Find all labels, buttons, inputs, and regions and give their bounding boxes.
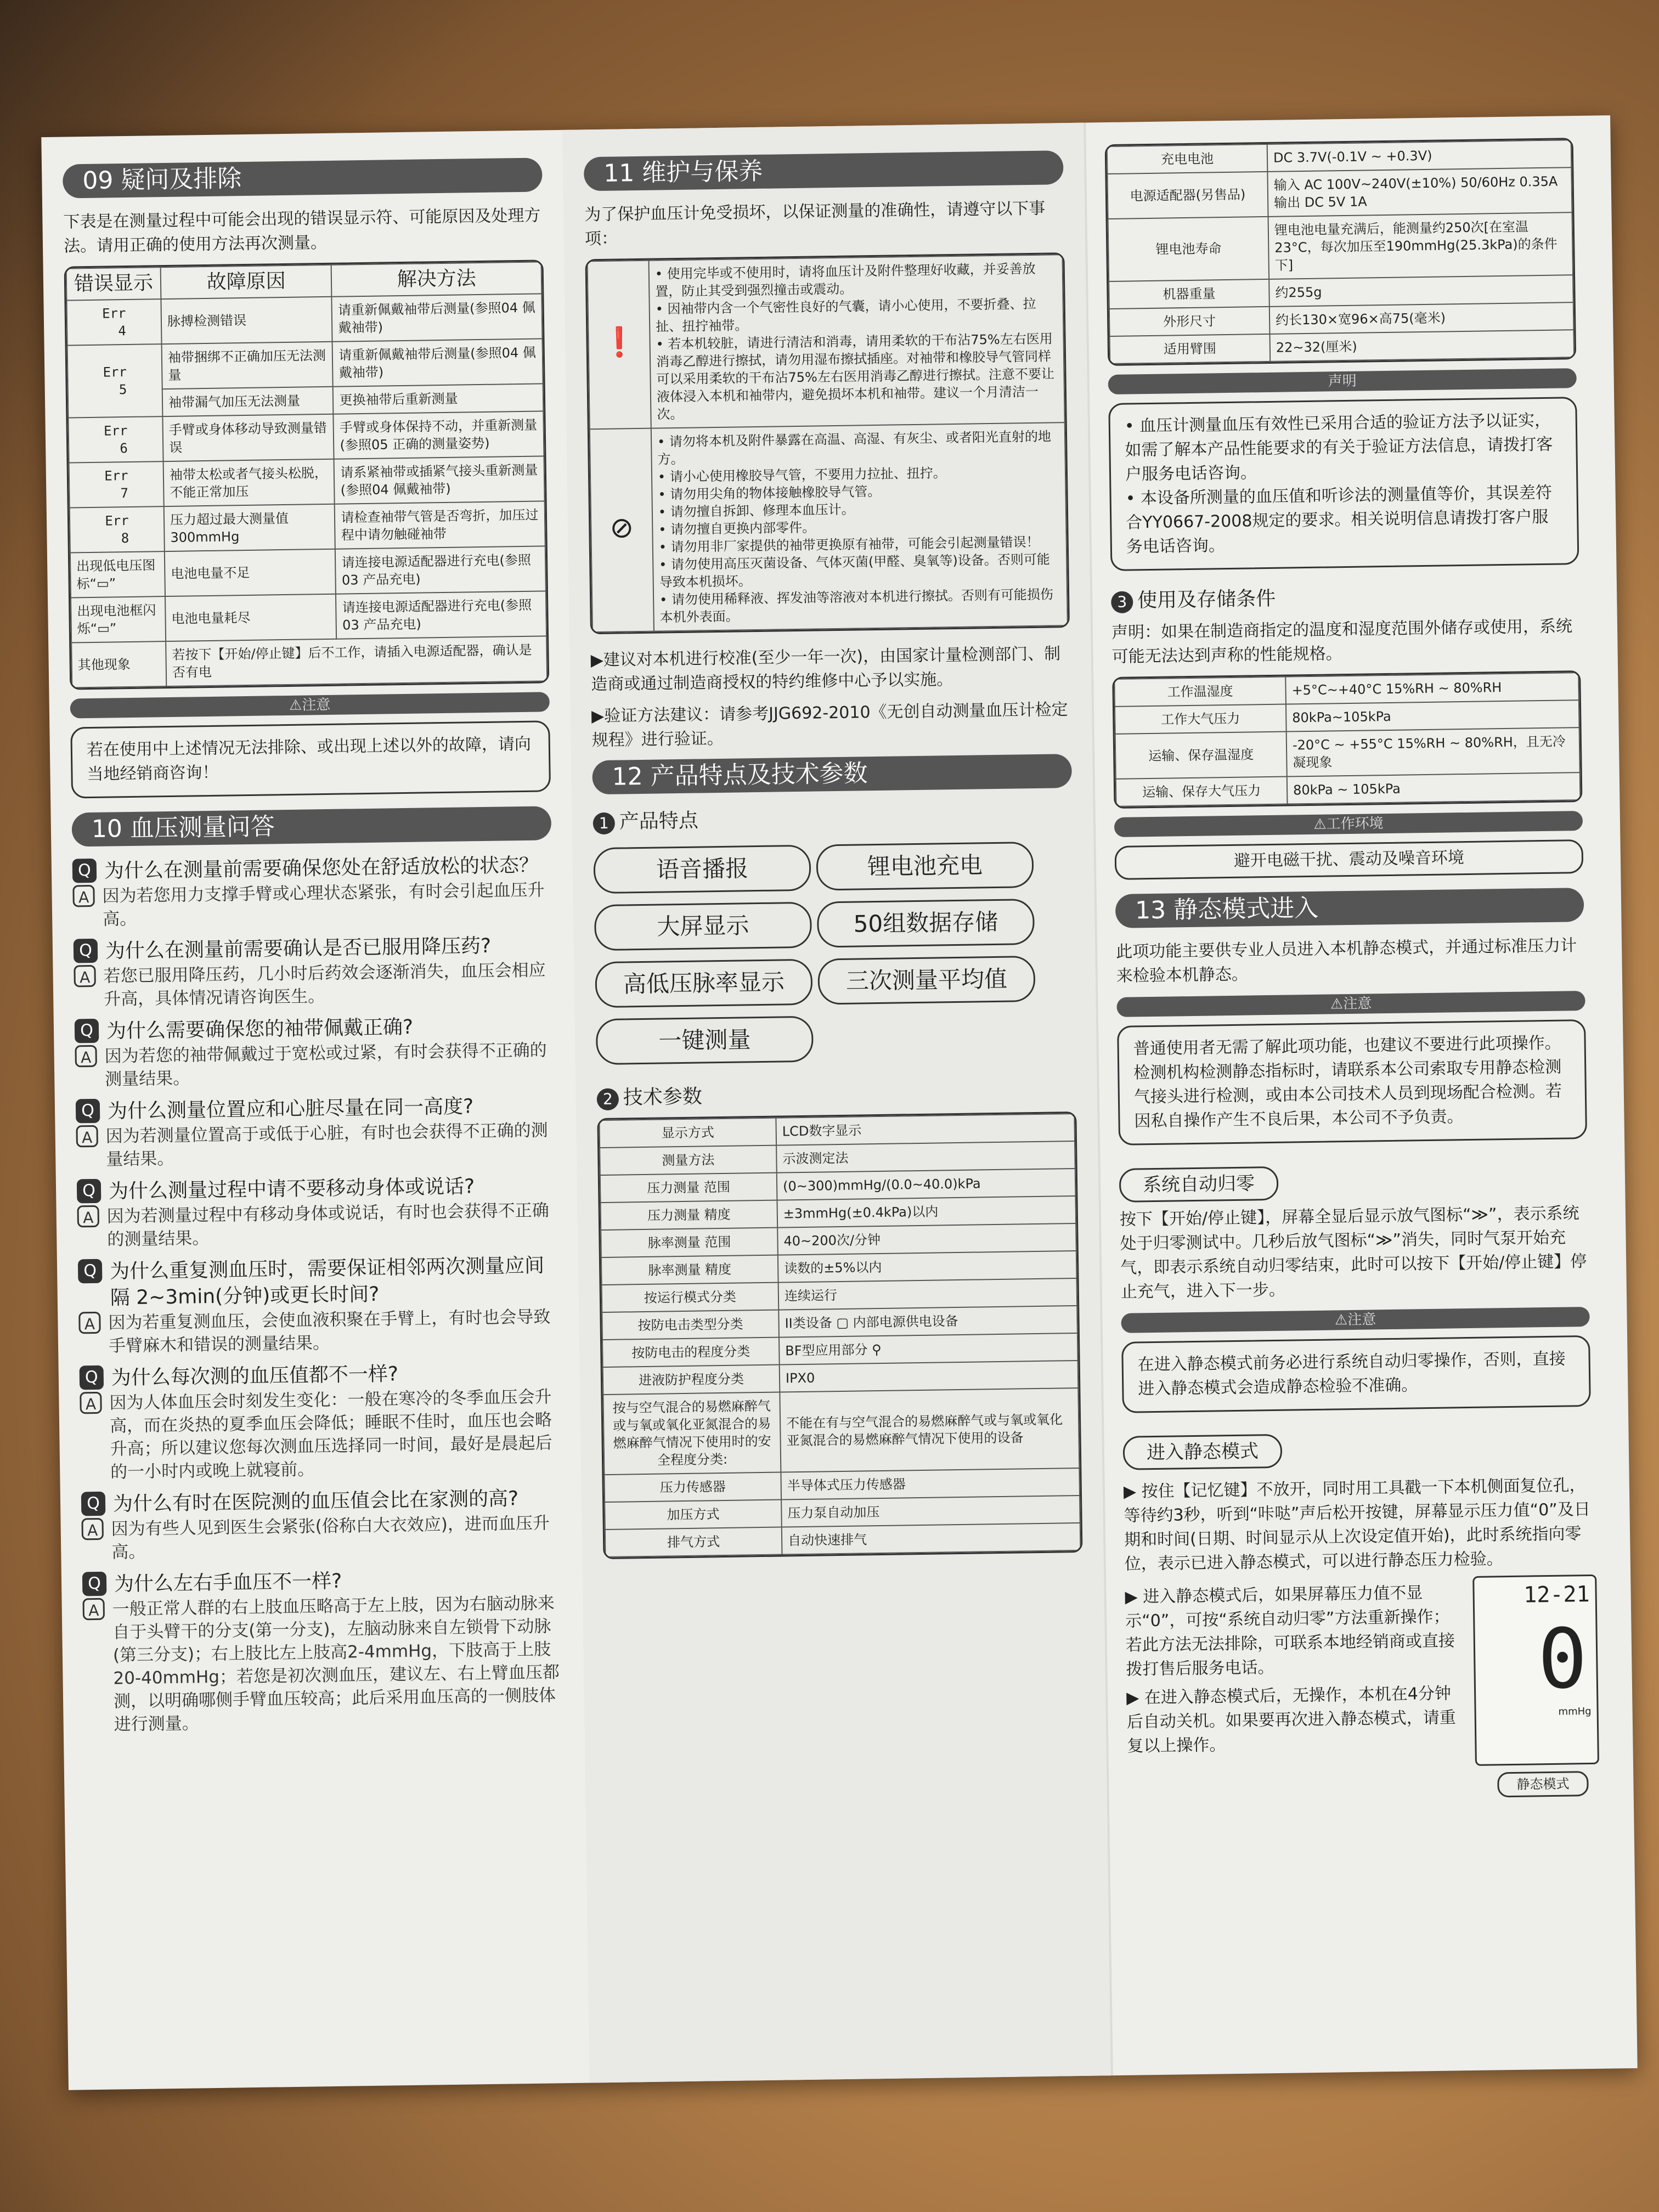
param-key: 运输、保存大气压力 [1116,777,1288,806]
param-key: 加压方式 [605,1500,782,1530]
table-row [1110,330,1575,364]
question-text: 为什么在测量前需要确认是否已服用降压药? [105,934,492,963]
question-text: 为什么测量位置应和心脏尽量在同一高度? [107,1095,474,1123]
column-middle [562,123,1111,2083]
param-value: 约长130×宽96×高75(毫米) [1269,302,1574,334]
table-row [70,501,545,552]
storage-table [1112,670,1582,809]
instruction-sheet [41,115,1637,2090]
question-text: 为什么重复测血压时，需要保证相邻两次测量应间隔 2~3min(分钟)或更长时间? [109,1254,545,1310]
storage-heading: 3 使用及存储条件 [1111,579,1580,613]
answer-icon: A [80,1392,102,1414]
note-box: 若在使用中上述情况无法排除、或出现上述以外的故障，请向当地经销商咨询！ [70,720,551,798]
feature-pill: 锂电池充电 [816,842,1034,891]
param-key: 压力测量 范围 [600,1173,777,1203]
param-key: 按防电击类型分类 [602,1310,779,1340]
params-table [597,1111,1082,1559]
answer [72,878,552,931]
error-code: 出现低电压图标“▭” [70,551,165,597]
param-value: II类设备 ▢ 内部电源供电设备 [778,1306,1077,1338]
note-box-2: 在进入静态模式前务必进行系统自动归零操作，否则，直接进入静态模式会造成静态检验不准确。 [1121,1335,1591,1413]
param-value: (0~300)mmHg/(0.0~40.0)kPa [777,1169,1076,1200]
question-icon: Q [78,1259,103,1284]
error-fix: 请连接电源适配器进行充电(参照03 产品充电) [335,546,546,594]
answer-text: 因为若重复测血压，会使血液积聚在手臂上，有时也会导致手臂麻木和错误的测量结果。 [108,1307,551,1356]
header-cause: 故障原因 [161,265,332,299]
number-3-icon: 3 [1111,591,1133,613]
table-row [70,546,546,597]
table-row [68,411,544,462]
answer [82,1592,563,1736]
error-cause: 电池电量耗尽 [165,594,337,641]
question-text: 为什么需要确保您的袖带佩戴正确? [106,1015,414,1043]
param-key: 脉率测量 范围 [601,1228,778,1257]
param-key: 电源适配器(另售品) [1107,172,1268,219]
error-fix: 请重新佩戴袖带后测量(参照04 佩戴袖带) [332,338,543,386]
param-key: 压力测量 精度 [601,1200,778,1230]
power-spec-table [1105,138,1577,366]
param-value: 半导体式压力传感器 [781,1468,1080,1500]
answer-icon: A [81,1518,104,1541]
param-value: +5°C~+40°C 15%RH ~ 80%RH [1285,673,1579,704]
question [78,1252,558,1312]
feature-pill: 50组数据存储 [817,899,1035,948]
table-row [1115,727,1580,779]
param-value: LCD数字显示 [776,1114,1075,1146]
feature-pill: 高低压脉率显示 [595,959,812,1008]
answer [77,1199,557,1251]
error-fix: 更换袖带后重新测量 [333,383,543,414]
question-text: 为什么在测量前需要确保您处在舒适放松的状态？ [104,854,539,883]
error-code: Err 5 [67,344,163,417]
number-1-icon: 1 [593,812,616,835]
declare-box: • 血压计测量血压有效性已采用合适的验证方法予以证实，如需了解本产品性能要求的有关于验证方法信息，请拨打客户服务电话咨询。 • 本设备所测量的血压值和听诊法的测量值等价，其误差符合YY0667-2008规定的要求。相关说明信息请拨打客户服务电话咨询。 [1108,397,1579,571]
param-key: 工作大气压力 [1115,704,1286,734]
error-cause: 若按下【开始/停止键】后不工作，请插入电源适配器，确认是否有电 [166,636,547,686]
param-value: 示波测定法 [776,1141,1075,1173]
calibration-bullet: ▶建议对本机进行校准(至少一年一次)，由国家计量检测部门、制造商或通过制造商授权的特约维修中心予以实施。 [590,644,1061,695]
section-12-title: 12 产品特点及技术参数 [592,754,1072,794]
care-dont-list: • 请勿将本机及附件暴露在高温、高湿、有灰尘、或者阳光直射的地方。 • 请小心使用橡胶导气管，不要用力拉扯、扭拧。 • 请勿用尖角的物体接触橡胶导气管。 • 请勿擅自拆卸、修理本血压计。 • 请勿擅自更换内部零件。 • 请勿用非厂家提供的袖带更换原有袖带，可能会引起测量错误！ • 请勿使用高压灭菌设备、气体灭菌(甲醛、臭氧等)设备。否则可能导致本机损坏。 • 请勿使用稀释液、挥发油等溶液对本机进行擦拭。否则有可能损伤本机外表面。 [651,422,1068,631]
table-row [67,338,543,390]
section-11-title: 11 维护与保养 [584,150,1064,191]
answer [80,1385,560,1484]
features-heading: 1 产品特点 [592,800,1073,834]
answer-icon: A [78,1312,101,1334]
error-cause: 压力超过最大测量值300mmHg [164,504,336,551]
section-09-title: 09 疑问及排除 [63,157,543,198]
storage-note: 声明：如果在制造商指定的温度和湿度范围外储存或使用，系统可能无法达到声称的性能规格。 [1111,617,1573,667]
answer-text: 因为若您用力支撑手臂或心理状态紧张，有时会引起血压升高。 [102,880,545,929]
error-cause: 手臂或身体移动导致测量错误 [162,414,334,461]
answer-text: 因为若测量过程中有移动身体或说话，有时也会获得不正确的测量结果。 [106,1200,549,1250]
param-key: 外形尺寸 [1109,307,1270,336]
question-icon: Q [82,1572,107,1596]
step-1: ▶ 按住【记忆键】不放开，同时用工具戳一下本机侧面复位孔，等待约3秒，听到“咔哒”声后松开按键，屏幕显示压力值“0”及日期和时间(日期、时间显示从上次设定值开始)，此时系统指向零位，表示已进入静态模式，可以进行静态压力检验。 [1123,1476,1591,1574]
param-value: 压力泵自动加压 [781,1496,1080,1527]
param-value: 不能在有与空气混合的易燃麻醉气或与氧或氧化亚氮混合的易燃麻醉气情况下使用的设备 [780,1388,1079,1472]
answer-text: 因为若您的袖带佩戴过于宽松或过紧，有时会获得不正确的测量结果。 [104,1040,547,1090]
table-row [605,1523,1081,1557]
answer [75,1039,555,1091]
error-cause: 袖带捆绑不正确加压无法测量 [162,342,334,389]
lcd-value: 0 [1537,1611,1588,1708]
table-row [71,636,547,687]
table-row [603,1388,1079,1475]
zero-label: 系统自动归零 [1119,1166,1279,1203]
answer-text: 一般正常人群的右上肢血压略高于左上肢，因为右脑动脉来自于头臂干的分支(第一分支)，左脑动脉来自左锁骨下动脉(第三分支)；右上肢比左上肢高2-4mmHg，下肢高于上肢20-40mmHg；若您是初次测血压，建议左、右上臂血压都测，以明确哪侧手臂血压较高；此后采用血压高的一侧肢体进行测量。 [112,1593,560,1735]
table-row [71,591,546,642]
answer-icon: A [77,1205,99,1228]
table-row [1107,167,1572,219]
note-bar-2: ⚠注意 [1121,1307,1589,1333]
error-cause: 脉搏检测错误 [161,297,332,344]
param-key: 充电电池 [1107,144,1268,174]
param-key: 压力传感器 [604,1472,781,1502]
lcd-screen [1472,1575,1599,1766]
param-key: 按与空气混合的易燃麻醉气或与氧或氧化亚氮混合的易燃麻醉气情况下使用时的安全程度分类: [603,1392,781,1475]
param-value: 约255g [1269,275,1573,307]
env-bar: ⚠工作环境 [1114,811,1583,837]
question-icon: Q [74,939,98,963]
error-fix: 请重新佩戴袖带后测量(参照04 佩戴袖带) [332,294,543,341]
param-value: BF型应用部分 ⚲ [779,1333,1078,1365]
param-value: 连续运行 [778,1278,1077,1310]
answer-text: 因为若测量位置高于或低于心脏，有时也会获得不正确的测量结果。 [105,1120,548,1170]
prohibited-icon: ⊘ [610,511,634,545]
section-13-intro: 此项功能主要供专业人员进入本机静态模式，并通过标准压力计来检验本机静态。 [1115,936,1577,986]
error-table [64,259,550,690]
answer [81,1511,561,1564]
question-icon: Q [81,1492,106,1516]
error-cause: 袖带漏气加压无法测量 [162,387,334,416]
qa-list [72,852,564,1736]
feature-pills [593,836,1076,1070]
error-fix: 请检查袖带气管是否弯折，加压过程中请勿触碰袖带 [335,501,545,549]
header-fix: 解决方法 [331,262,541,296]
answer [74,958,554,1011]
question-icon: Q [77,1179,101,1204]
verification-bullet: ▶验证方法建议：请参考JJG692-2010《无创自动测量血压计检定规程》进行验证。 [591,700,1068,751]
param-key: 进液防护程度分类 [603,1365,780,1395]
param-value: ±3mmHg(±0.4kPa)以内 [777,1196,1076,1228]
answer-icon: A [75,1045,97,1068]
feature-pill: 一键测量 [596,1016,814,1065]
note-bar: ⚠注意 [70,692,550,718]
param-value: -20°C ~ +55°C 15%RH ~ 80%RH，且无冷凝现象 [1286,727,1580,776]
param-value: 80kPa ~ 105kPa [1287,772,1581,804]
declare-bar: 声明 [1108,368,1577,394]
param-key: 按防电击的程度分类 [602,1338,780,1367]
error-fix: 请系紧袖带或插紧气接头重新测量(参照04 佩戴袖带) [334,456,545,504]
care-table [585,252,1069,634]
answer-text: 因为有些人见到医生会紧张(俗称白大衣效应)，进而血压升高。 [111,1513,550,1562]
error-fix: 请连接电源适配器进行充电(参照03 产品充电) [336,591,546,639]
section-10-title: 10 血压测量问答 [71,806,551,847]
number-2-icon: 2 [597,1088,619,1111]
param-value: 锂电池电量充满后，能测量约250次[在室温23°C，每次加压至190mmHg(25.3kPa)的条件下] [1268,212,1573,279]
question-icon: Q [72,859,97,883]
params-heading: 2 技术参数 [596,1076,1076,1110]
care-do-list: • 使用完毕或不使用时，请将血压计及附件整理好收藏，并妥善放置，防止其受到强烈撞击或震动。 • 因袖带内含一个气密性良好的气囊，请小心使用，不要折叠、拉扯、扭拧袖带。 • 若本机较脏，请进行清洁和消毒，请用柔软的干布沾75%左右医用消毒乙醇进行擦拭，请勿用湿布擦拭插座。对袖带和橡胶导气管同样可以采用柔软的干布沾75%左右医用消毒乙醇进行擦拭。注意不要让液体浸入本机和袖带内，避免损坏本机和袖带。建议一个月清洁一次。 [649,255,1065,428]
param-value: 40~200次/分钟 [777,1223,1076,1255]
answer-icon: A [76,1125,98,1148]
param-key: 适用臂围 [1110,334,1271,364]
param-value: IPX0 [780,1361,1079,1392]
feature-pill: 语音播报 [593,845,811,894]
lcd-illustration [1472,1575,1596,1796]
param-key: 锂电池寿命 [1108,217,1269,281]
question-text: 为什么有时在医院测的血压值会比在家测的高? [112,1487,519,1516]
question-text: 为什么左右手血压不一样? [114,1570,342,1596]
answer [76,1119,556,1171]
column-right [1084,116,1621,2076]
error-cause: 袖带太松或者气接头松脱，不能正常加压 [163,459,335,506]
question-text: 为什么测量过程中请不要移动身体或说话? [108,1175,475,1203]
answer [78,1305,558,1358]
header-code: 错误显示 [66,267,161,300]
error-code: Err 4 [66,299,161,345]
param-key: 测量方法 [600,1146,777,1175]
param-key: 运输、保存温湿度 [1115,732,1287,779]
error-code: 其他现象 [71,641,166,687]
param-key: 脉率测量 精度 [601,1255,778,1285]
param-value: 输入 AC 100V~240V(±10%) 50/60Hz 0.35A 输出 DC 5V 1A [1267,167,1572,217]
section-09-intro: 下表是在测量过程中可能会出现的错误显示符、可能原因及处理方法。请用正确的使用方法再次测量。 [63,206,541,256]
section-13-title: 13 静态模式进入 [1115,888,1584,928]
step-2: ▶ 进入静态模式后，如果屏幕压力值不显示“0”，可按“系统自动归零”方法重新操作；若此方法无法排除，可联系本地经销商或直接拨打售后服务电话。 [1125,1583,1455,1679]
lcd-date: 12-21 [1523,1581,1590,1608]
table-row [1108,212,1573,281]
section-11-intro: 为了保护血压计免受损坏，以保证测量的准确性，请遵守以下事项： [584,199,1046,249]
question-text: 为什么每次测的血压值都不一样? [111,1363,399,1390]
note-bar-1: ⚠注意 [1116,991,1585,1017]
answer-text: 因为人体血压会时刻发生变化：一般在寒冷的冬季血压会升高，而在炎热的夏季血压会降低；睡眠不佳时，血压也会略升高；所以建议您每次测血压选择同一时间，最好是晨起后的一小时内或晚上就寝前。 [109,1387,552,1482]
zero-text: 按下【开始/停止键】，屏幕全显后显示放气图标“≫”，表示系统处于归零测试中。几秒后放气图标“≫”消失，同时气泵开始充气，即表示系统自动归零结束，此时可以按下【开始/停止键】停止充气，进入下一步。 [1119,1204,1587,1302]
error-cause: 电池电量不足 [165,549,336,596]
param-value: 自动快速排气 [782,1523,1081,1555]
feature-pill: 三次测量平均值 [817,956,1035,1005]
param-key: 按运行模式分类 [602,1283,779,1312]
error-fix: 手臂或身体保持不动，并重新测量(参照05 正确的测量姿势) [334,411,544,459]
env-box: 避开电磁干扰、震动及噪音环境 [1115,839,1584,880]
question-icon: Q [75,1019,99,1043]
column-left [41,130,590,2090]
error-code: Err 6 [68,416,163,462]
step-3: ▶ 在进入静态模式后，无操作，本机在4分钟后自动关机。如果要再次进入静态模式，请重复以上操作。 [1126,1684,1457,1756]
param-value: 80kPa~105kPa [1286,700,1579,731]
note-box-1: 普通使用者无需了解此项功能，也建议不要进行此项操作。检测机构检测静态指标时，请联系本公司索取专用静态检测气接头进行检测，或由本公司技术人员到现场配合检测。若因私自操作产生不良后果，本公司不予负责。 [1117,1019,1587,1146]
lcd-caption: 静态模式 [1497,1771,1589,1797]
param-value: DC 3.7V(-0.1V ~ +0.3V) [1267,140,1572,172]
answer-text: 若您已服用降压药，几小时后药效会逐渐消失，血压会相应升高，具体情况请咨询医生。 [103,960,546,1009]
table-row [69,456,545,507]
param-key: 排气方式 [605,1527,782,1557]
warning-icon: ❗ [601,325,637,359]
error-code: Err 7 [69,461,164,507]
enter-label: 进入静态模式 [1123,1434,1283,1470]
error-code: 出现电池框闪烁“▭” [71,596,166,642]
table-row [66,294,542,345]
param-key: 机器重量 [1109,279,1269,309]
table-row [1116,772,1581,806]
param-key: 工作温湿度 [1114,677,1286,707]
answer-icon: A [74,965,96,988]
error-code: Err 8 [70,506,165,552]
answer-icon: A [82,1598,105,1621]
param-key: 显示方式 [599,1118,776,1148]
param-value: 22~32(厘米) [1270,330,1575,362]
lcd-unit: mmHg [1558,1705,1592,1718]
question-icon: Q [76,1099,100,1124]
question-icon: Q [80,1365,104,1390]
answer-icon: A [72,885,95,907]
param-value: 读数的±5%以内 [778,1251,1077,1283]
feature-pill: 大屏显示 [594,902,812,951]
